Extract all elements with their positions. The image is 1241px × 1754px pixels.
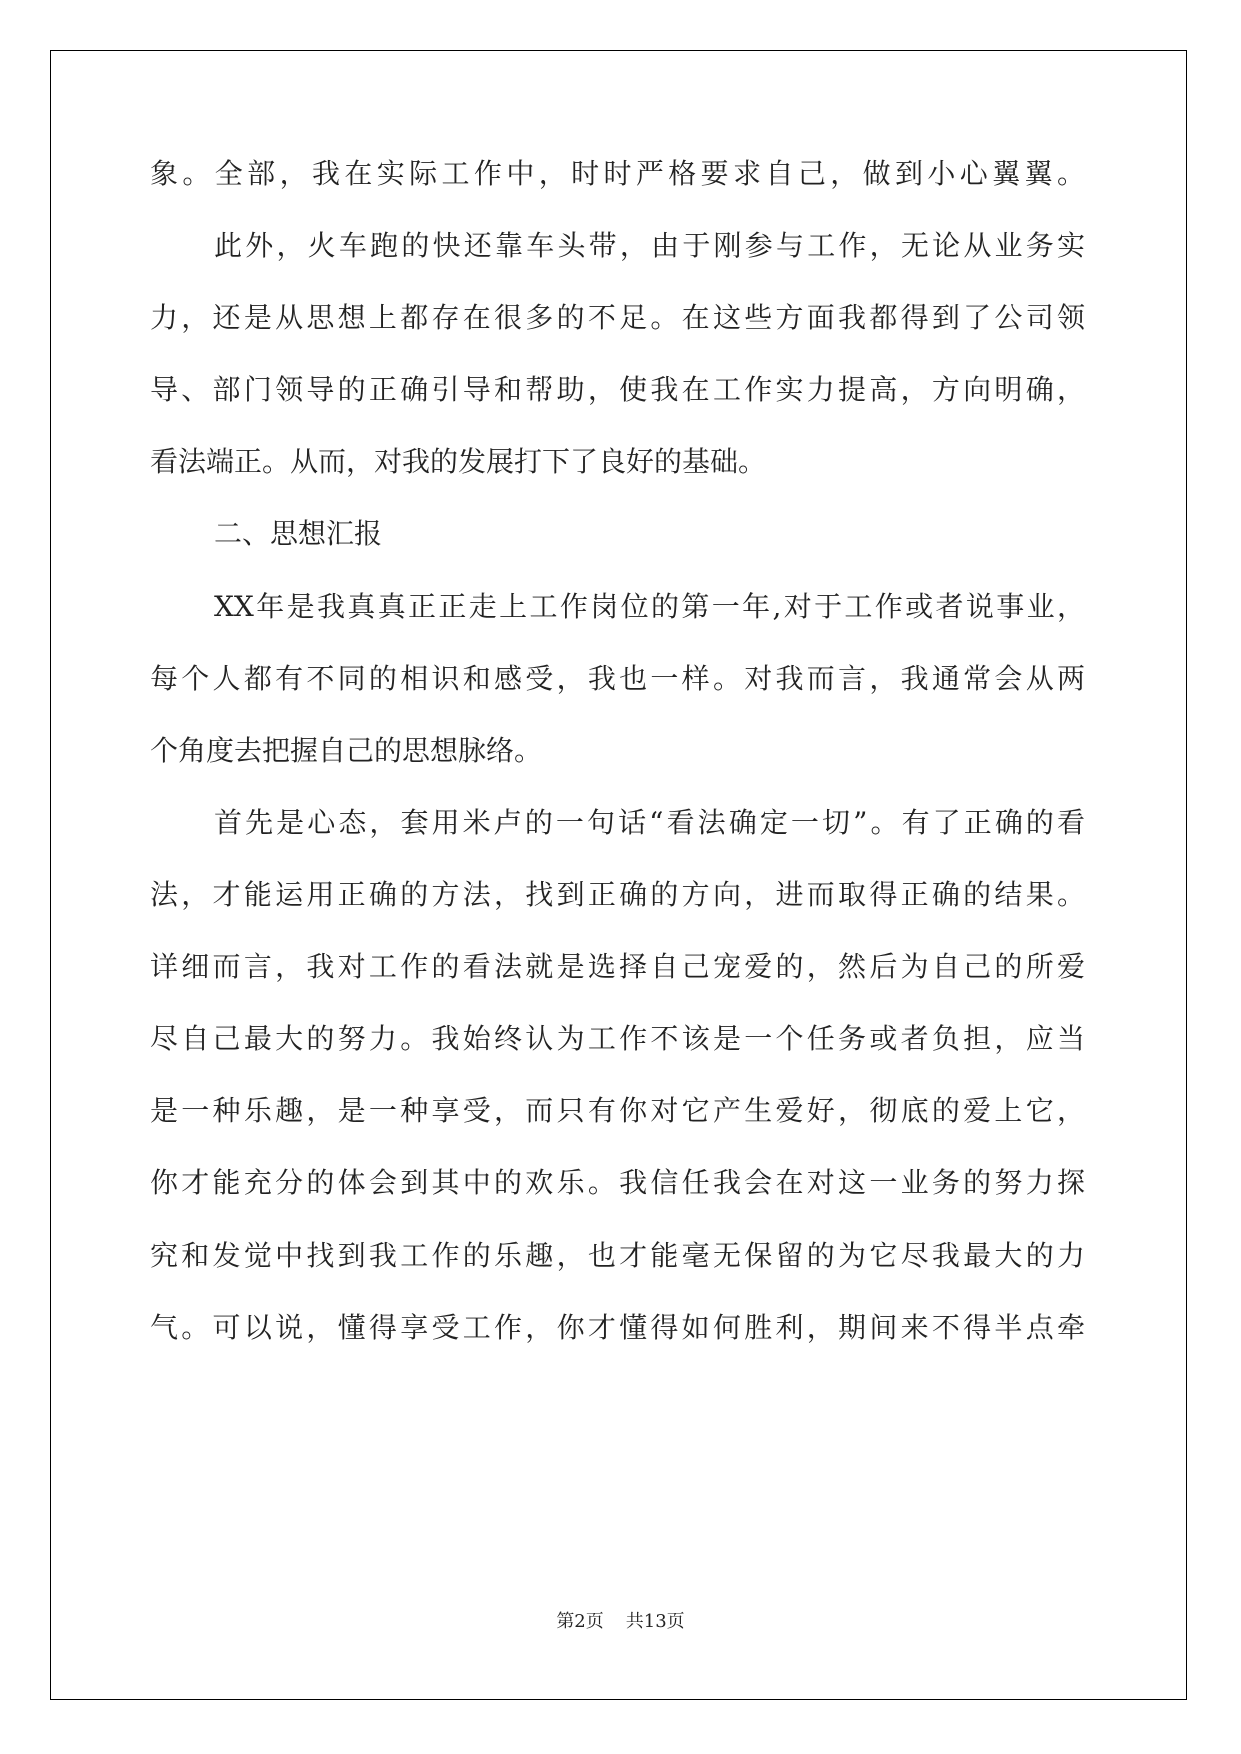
text-line: 法，才能运用正确的方法，找到正确的方向，进而取得正确的结果。 [150,878,1085,911]
text-line: 此外，火车跑的快还靠车头带，由于刚参与工作，无论从业务实 [214,229,1085,262]
section-heading: 二、思想汇报 [214,517,383,550]
text-line: XX年是我真真正正走上工作岗位的第一年,对于工作或者说事业， [214,590,1085,623]
text-line: 是一种乐趣，是一种享受，而只有你对它产生爱好，彻底的爱上它， [150,1094,1085,1127]
page-footer [0,1610,1241,1634]
text-line: 个角度去把握自己的思想脉络。 [150,734,543,767]
text-line: 究和发觉中找到我工作的乐趣，也才能毫无保留的为它尽我最大的力 [150,1239,1085,1272]
text-line: 力，还是从思想上都存在很多的不足。在这些方面我都得到了公司领 [150,301,1085,334]
text-line: 每个人都有不同的相识和感受，我也一样。对我而言，我通常会从两 [150,662,1085,695]
text-line: 首先是心态，套用米卢的一句话“看法确定一切”。有了正确的看 [214,806,1085,839]
text-line: 详细而言，我对工作的看法就是选择自己宠爱的，然后为自己的所爱 [150,950,1085,983]
page-total: 共13页 [625,1611,685,1632]
text-line: 尽自己最大的努力。我始终认为工作不该是一个任务或者负担，应当 [150,1022,1085,1055]
text-line: 你才能充分的体会到其中的欢乐。我信任我会在对这一业务的努力探 [150,1166,1085,1199]
text-line: 看法端正。从而，对我的发展打下了良好的基础。 [150,445,767,478]
text-line: 象。全部，我在实际工作中，时时严格要求自己，做到小心翼翼。 [150,157,1085,190]
text-line: 气。可以说，懂得享受工作，你才懂得如何胜利，期间来不得半点牵 [150,1311,1085,1344]
page-number: 第2页 [556,1611,604,1632]
text-line: 导、部门领导的正确引导和帮助，使我在工作实力提高，方向明确， [150,373,1085,406]
